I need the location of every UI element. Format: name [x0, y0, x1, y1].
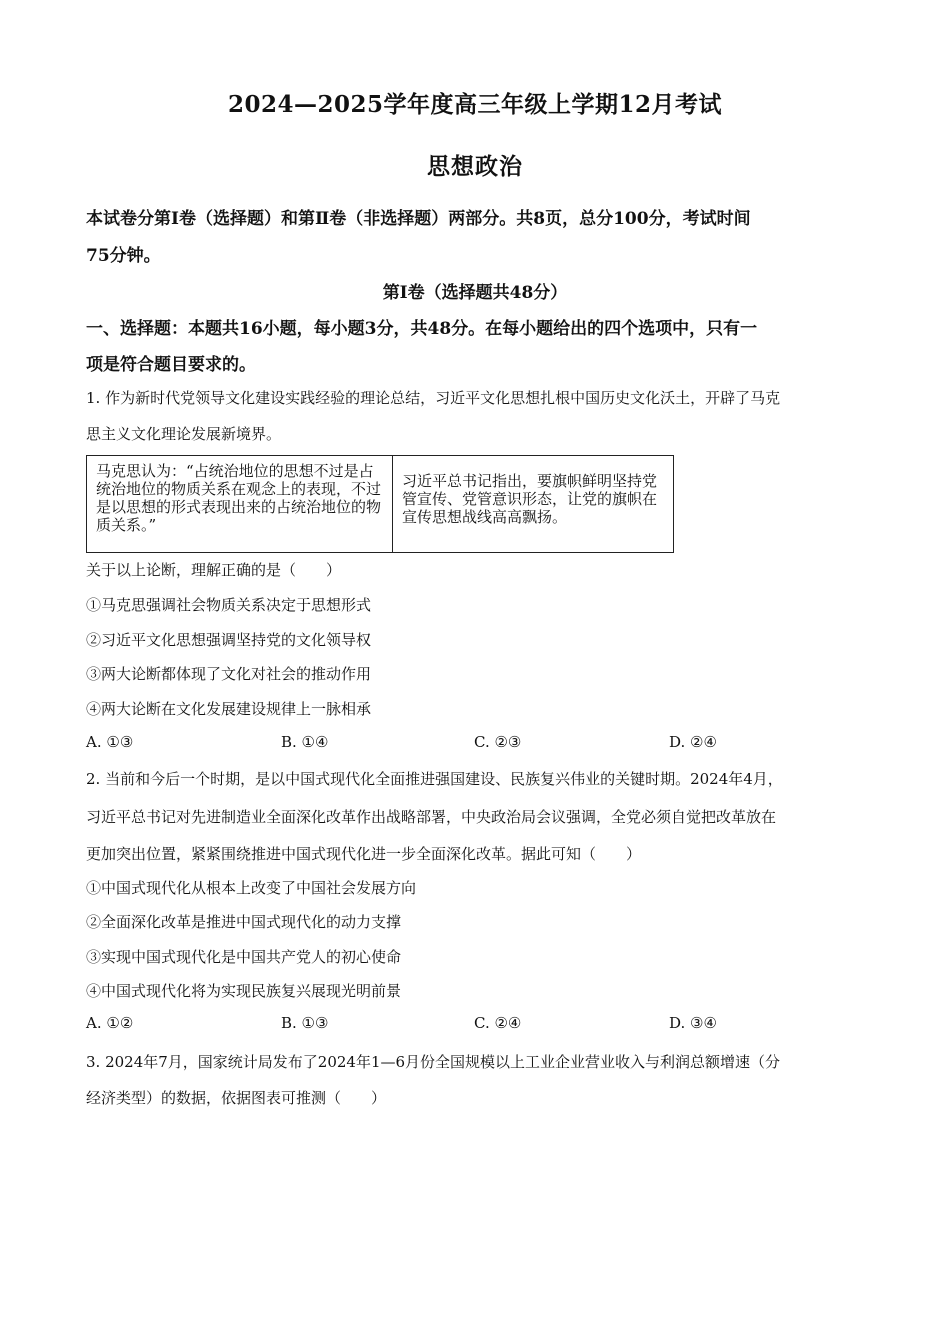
q1-statement-1: ①马克思强调社会物质关系决定于思想形式 — [86, 596, 372, 614]
instructions-line-2: 75分钟。 — [86, 246, 161, 266]
q1-quote-table — [86, 455, 674, 553]
q1-quote-xi: 习近平总书记指出，要旗帜鲜明坚持党管宣传、党管意识形态，让党的旗帜在宣传思想战线高高飘扬。 — [402, 472, 658, 526]
q1-choice-d[interactable]: D. ②④ — [669, 733, 717, 751]
instructions-line-1: 本试卷分第Ⅰ卷（选择题）和第Ⅱ卷（非选择题）两部分。共8页，总分100分，考试时间 — [86, 209, 751, 229]
q2-statement-3: ③实现中国式现代化是中国共产党人的初心使命 — [86, 948, 402, 966]
q2-choice-c[interactable]: C. ②④ — [474, 1014, 522, 1032]
q2-choice-d[interactable]: D. ③④ — [669, 1014, 717, 1032]
exam-title: 2024—2025学年度高三年级上学期12月考试 — [227, 91, 723, 118]
q1-stem-line-1: 1. 作为新时代党领导文化建设实践经验的理论总结，习近平文化思想扎根中国历史文化沃土，开辟了马克 — [86, 389, 781, 407]
q2-statement-4: ④中国式现代化将为实现民族复兴展现光明前景 — [86, 982, 402, 1000]
q3-stem-line-2: 经济类型）的数据，依据图表可推测（ ） — [86, 1089, 387, 1107]
q2-stem-line-2: 习近平总书记对先进制造业全面深化改革作出战略部署，中央政治局会议强调，全党必须自觉把改革放在 — [86, 808, 777, 826]
subject-title: 思想政治 — [427, 153, 523, 180]
q1-choice-c[interactable]: C. ②③ — [474, 733, 522, 751]
q2-stem-line-3: 更加突出位置，紧紧围绕推进中国式现代化进一步全面深化改革。据此可知（ ） — [86, 845, 642, 863]
q3-stem-line-1: 3. 2024年7月，国家统计局发布了2024年1—6月份全国规模以上工业企业营业收入与利润总额增速（分 — [86, 1053, 781, 1071]
q1-statement-3: ③两大论断都体现了文化对社会的推动作用 — [86, 665, 372, 683]
q1-choice-b[interactable]: B. ①④ — [281, 733, 329, 751]
q2-stem-line-1: 2. 当前和今后一个时期，是以中国式现代化全面推进强国建设、民族复兴伟业的关键时期。2024年4月， — [86, 770, 783, 788]
q1-choice-a[interactable]: A. ①③ — [86, 733, 134, 751]
section-heading-line-1: 一、选择题：本题共16小题，每小题3分，共48分。在每小题给出的四个选项中，只有一 — [86, 319, 758, 339]
q2-statement-1: ①中国式现代化从根本上改变了中国社会发展方向 — [86, 879, 417, 897]
q2-statement-2: ②全面深化改革是推进中国式现代化的动力支撑 — [86, 913, 402, 931]
q1-stem-line-2: 思主义文化理论发展新境界。 — [86, 425, 282, 443]
q2-choice-b[interactable]: B. ①③ — [281, 1014, 329, 1032]
q2-choice-a[interactable]: A. ①② — [86, 1014, 134, 1032]
q1-statement-2: ②习近平文化思想强调坚持党的文化领导权 — [86, 631, 372, 649]
q1-statement-4: ④两大论断在文化发展建设规律上一脉相承 — [86, 700, 372, 718]
part1-title: 第Ⅰ卷（选择题共48分） — [382, 283, 568, 303]
q1-quote-marx: 马克思认为：“占统治地位的思想不过是占统治地位的物质关系在观念上的表现，不过是以思想的形式表现出来的占统治地位的物质关系。” — [87, 456, 393, 552]
section-heading-line-2: 项是符合题目要求的。 — [86, 355, 256, 375]
q1-prompt: 关于以上论断，理解正确的是（ ） — [86, 561, 342, 579]
